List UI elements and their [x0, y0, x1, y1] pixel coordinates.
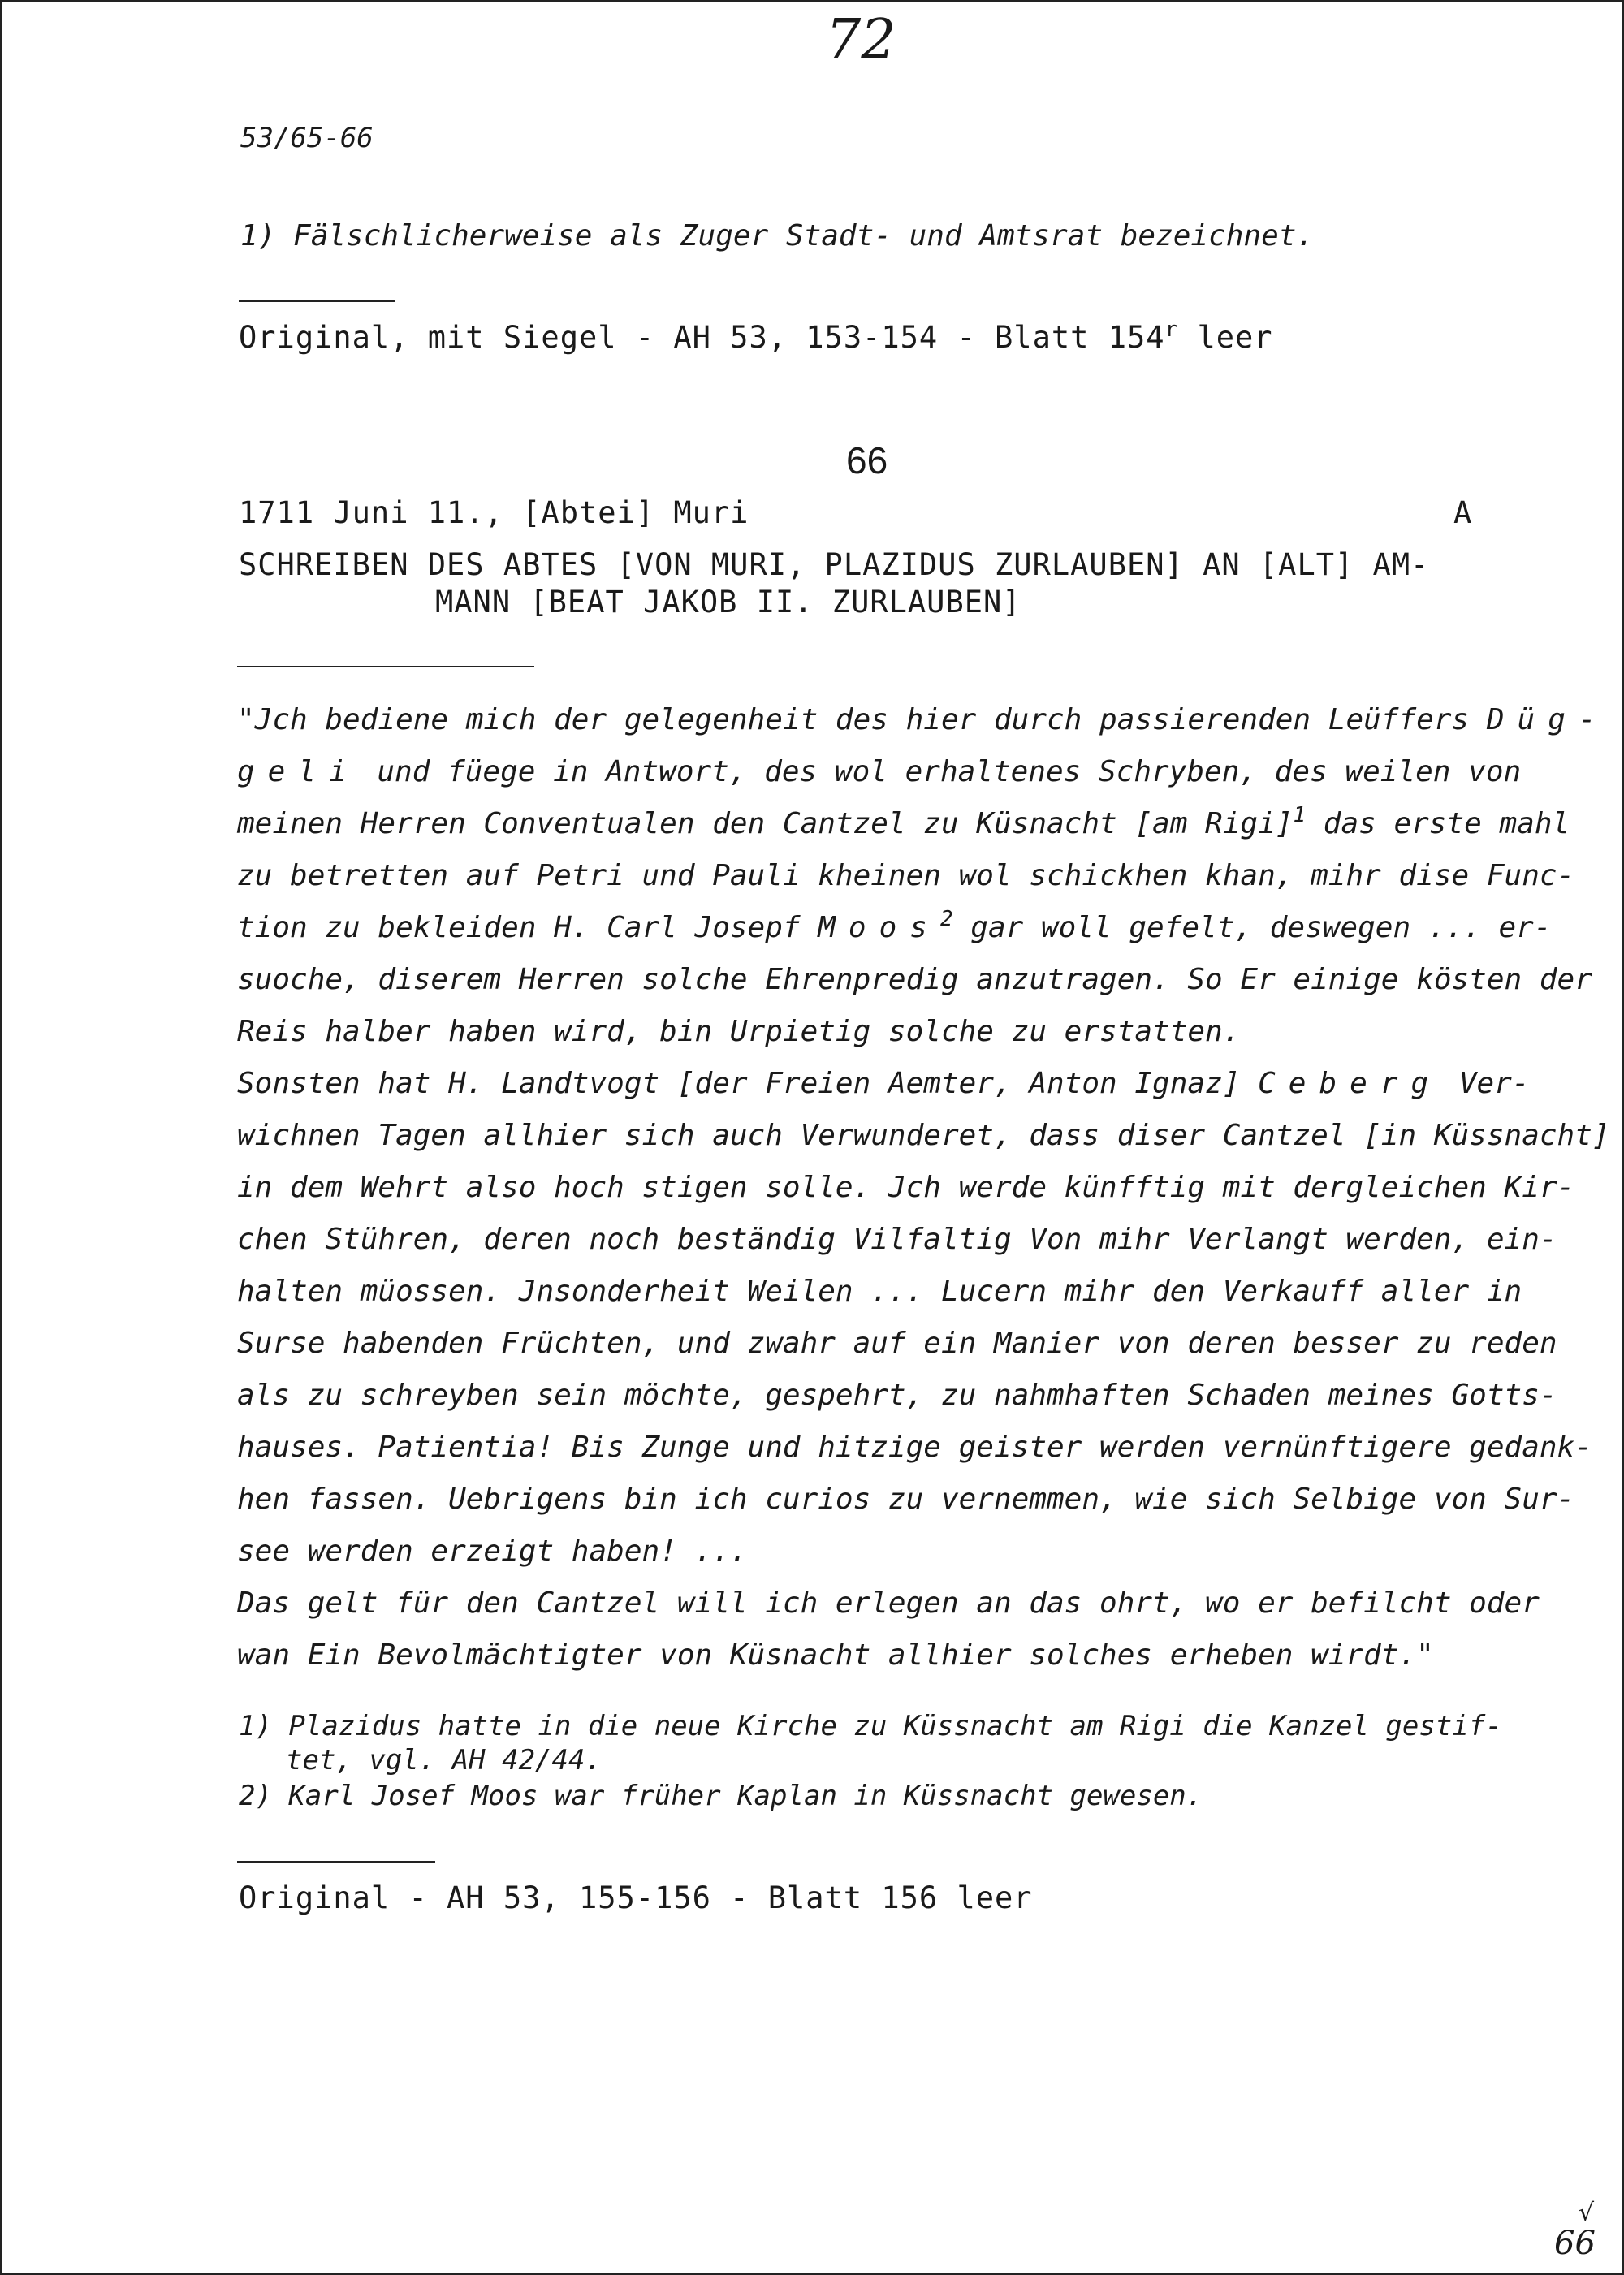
body-line: zu betretten auf Petri und Pauli kheinen wol schickhen khan, mihr dise Func- [237, 859, 1575, 892]
body-line: Sonsten hat H. Landtvogt [der Freien Aemter, Anton Ignaz] Ceberg Ver- [237, 1067, 1530, 1100]
handwritten-check-mark: √ [1579, 2199, 1595, 2227]
body-line: in dem Wehrt also hoch stigen solle. Jch werde künfftig mit dergleichen Kir- [237, 1171, 1575, 1204]
body-line: hauses. Patientia! Bis Zunge und hitzige geister werden vernünftigere gedank- [237, 1431, 1592, 1464]
previous-footnote: 1) Fälschlicherweise als Zuger Stadt- und Amtsrat bezeichnet. [240, 219, 1315, 253]
footnote-1-continued: tet, vgl. AH 42/44. [286, 1744, 602, 1776]
body-line: halten müossen. Jnsonderheit Weilen ... Lucern mihr den Verkauff aller in [237, 1275, 1522, 1308]
divider-rule [237, 1861, 435, 1863]
body-line: wan Ein Bevolmächtigter von Küsnacht allhier solches erheben wirdt." [237, 1638, 1434, 1672]
document-number: 66 [846, 439, 888, 481]
footnote-2: 2) Karl Josef Moos war früher Kaplan in Küssnacht gewesen. [239, 1780, 1203, 1812]
handwritten-corner-number: 66 [1554, 2225, 1596, 2262]
body-line: Das gelt für den Cantzel will ich erlegen an das ohrt, wo er befilcht oder [237, 1586, 1540, 1620]
footnote-1: 1) Plazidus hatte in die neue Kirche zu Küssnacht am Rigi die Kanzel gestif- [239, 1710, 1502, 1742]
reference-code: 53/65-66 [240, 122, 374, 154]
type-marker: A [1453, 495, 1473, 530]
body-line: suoche, diserem Herren solche Ehrenpredig anzutragen. So Er einige kösten der [237, 963, 1592, 996]
body-line: Surse habenden Früchten, und zwahr auf ein Manier von deren besser zu reden [237, 1327, 1557, 1360]
body-line: chen Stühren, deren noch beständig Vilfaltig Von mihr Verlangt werden, ein- [237, 1223, 1557, 1256]
divider-rule [239, 300, 395, 302]
body-line: Reis halber haben wird, bin Urpietig solche zu erstatten. [237, 1015, 1241, 1048]
heading-line-1: SCHREIBEN DES ABTES [VON MURI, PLAZIDUS ZURLAUBEN] AN [ALT] AM- [239, 547, 1430, 582]
previous-source-line: Original, mit Siegel - AH 53, 153-154 - Blatt 154$^r$ leer [239, 317, 1273, 355]
date-line: 1711 Juni 11., [Abtei] Muri [239, 495, 749, 530]
body-line: als zu schreyben sein möchte, gespehrt, zu nahmhaften Schaden meines Gotts- [237, 1379, 1557, 1412]
body-line: meinen Herren Conventualen den Cantzel zu Küsnacht [am Rigi]$^1$ das erste mahl [237, 803, 1570, 840]
source-line: Original - AH 53, 155-156 - Blatt 156 leer [239, 1880, 1033, 1915]
body-line: see werden erzeigt haben! ... [237, 1535, 748, 1568]
handwritten-page-number: 72 [826, 8, 896, 72]
body-line: wichnen Tagen allhier sich auch Verwunderet, dass diser Cantzel [in Küssnacht] [237, 1119, 1610, 1152]
body-line: tion zu bekleiden H. Carl Josepf Moos$^2$ gar woll gefelt, deswegen ... er- [237, 907, 1552, 944]
divider-rule [237, 666, 534, 667]
body-line: hen fassen. Uebrigens bin ich curios zu vernemmen, wie sich Selbige von Sur- [237, 1483, 1575, 1516]
heading-line-2: MANN [BEAT JAKOB II. ZURLAUBEN] [435, 585, 1021, 619]
body-line: geli und füege in Antwort, des wol erhaltenes Schryben, des weilen von [237, 755, 1522, 788]
body-line: "Jch bediene mich der gelegenheit des hier durch passierenden Leüffers Düg- [237, 703, 1609, 736]
